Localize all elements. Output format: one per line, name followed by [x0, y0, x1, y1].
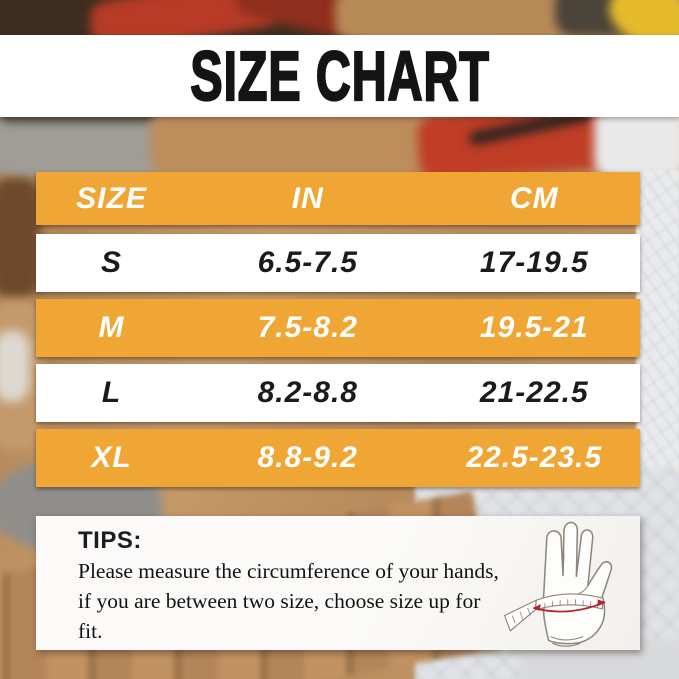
- inches-value: 8.8-9.2: [257, 441, 358, 474]
- table-row-xl: [36, 429, 640, 487]
- size-label: L: [101, 376, 122, 409]
- table-row-l: [36, 364, 640, 422]
- size-label: XL: [91, 441, 132, 474]
- column-header-cm: CM: [509, 181, 559, 215]
- size-table: [36, 172, 640, 494]
- page-title: SIZE CHART: [189, 37, 490, 115]
- cm-value: 19.5-21: [479, 311, 589, 344]
- column-header-size: SIZE: [76, 181, 147, 215]
- blueprint-paper: [636, 170, 679, 510]
- photo-texture: [0, 178, 40, 298]
- photo-texture: [0, 330, 30, 402]
- table-row-m: [36, 299, 640, 357]
- title-banner: [0, 35, 679, 117]
- table-row-s: [36, 234, 640, 292]
- inches-value: 6.5-7.5: [257, 246, 358, 279]
- cm-value: 17-19.5: [479, 246, 589, 279]
- tips-card: [36, 516, 640, 650]
- column-header-in: IN: [291, 181, 324, 215]
- inches-value: 7.5-8.2: [257, 311, 358, 344]
- cm-value: 22.5-23.5: [466, 441, 603, 474]
- tips-heading: TIPS:: [78, 527, 142, 554]
- size-label: M: [98, 311, 125, 344]
- hand-measure-icon: [488, 516, 638, 650]
- size-label: S: [100, 246, 122, 279]
- table-header-row: [36, 172, 640, 225]
- cm-value: 21-22.5: [479, 376, 589, 409]
- tips-body-text: Please measure the circumference of your hands, if you are between two size, choose size up for fit.: [78, 559, 499, 643]
- inches-value: 8.2-8.8: [257, 376, 358, 409]
